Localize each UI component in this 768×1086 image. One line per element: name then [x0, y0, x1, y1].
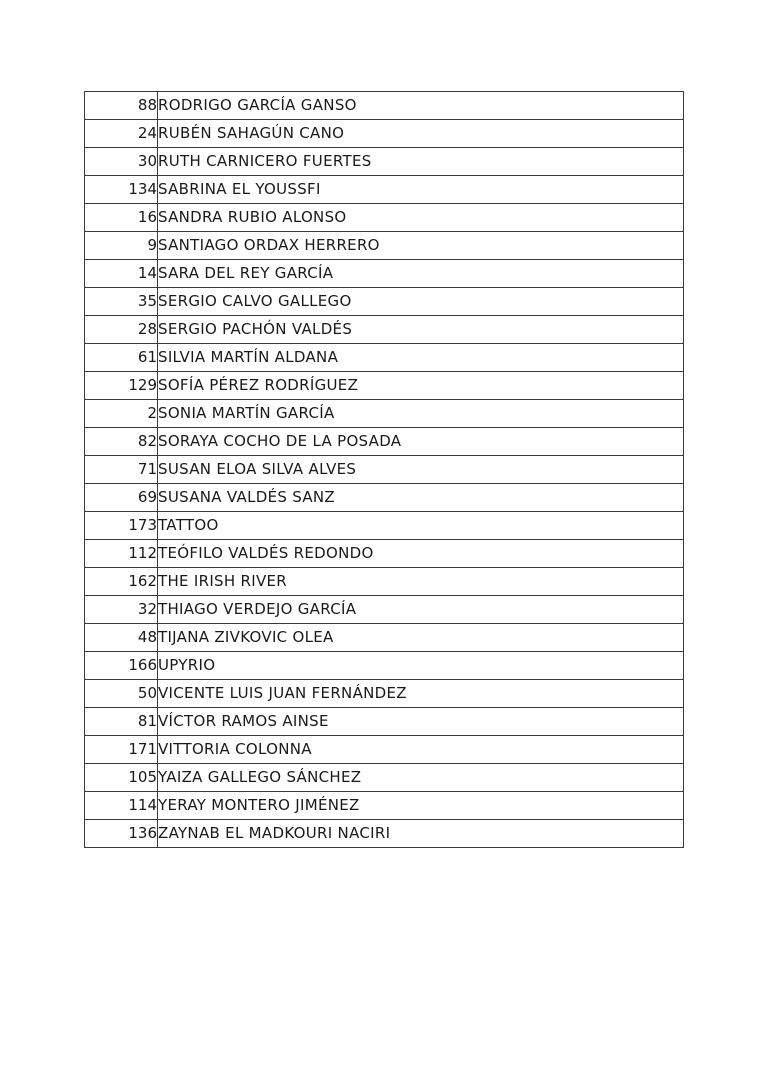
- row-name-cell: SARA DEL REY GARCÍA: [158, 260, 684, 288]
- table-row: [85, 680, 684, 708]
- row-name-cell: VITTORIA COLONNA: [158, 736, 684, 764]
- table-row: [85, 820, 684, 848]
- row-number-cell: 24: [85, 120, 158, 148]
- row-number-cell: 129: [85, 372, 158, 400]
- row-name-cell: SILVIA MARTÍN ALDANA: [158, 344, 684, 372]
- table-row: [85, 260, 684, 288]
- row-number-cell: 162: [85, 568, 158, 596]
- table-row: [85, 288, 684, 316]
- row-name-cell: SABRINA EL YOUSSFI: [158, 176, 684, 204]
- table-row: [85, 400, 684, 428]
- row-name-cell: VÍCTOR RAMOS AINSE: [158, 708, 684, 736]
- table-row: [85, 652, 684, 680]
- row-name-cell: THIAGO VERDEJO GARCÍA: [158, 596, 684, 624]
- table-row: [85, 120, 684, 148]
- row-number-cell: 61: [85, 344, 158, 372]
- row-name-cell: RUBÉN SAHAGÚN CANO: [158, 120, 684, 148]
- table-row: [85, 232, 684, 260]
- row-name-cell: SERGIO PACHÓN VALDÉS: [158, 316, 684, 344]
- row-name-cell: SUSANA VALDÉS SANZ: [158, 484, 684, 512]
- table-row: [85, 316, 684, 344]
- row-name-cell: TEÓFILO VALDÉS REDONDO: [158, 540, 684, 568]
- row-number-cell: 9: [85, 232, 158, 260]
- row-name-cell: SOFÍA PÉREZ RODRÍGUEZ: [158, 372, 684, 400]
- row-number-cell: 81: [85, 708, 158, 736]
- row-name-cell: TATTOO: [158, 512, 684, 540]
- table-row: [85, 456, 684, 484]
- table-row: [85, 92, 684, 120]
- row-number-cell: 32: [85, 596, 158, 624]
- row-name-cell: SERGIO CALVO GALLEGO: [158, 288, 684, 316]
- row-number-cell: 35: [85, 288, 158, 316]
- table-row: [85, 176, 684, 204]
- row-number-cell: 71: [85, 456, 158, 484]
- row-number-cell: 166: [85, 652, 158, 680]
- roster-table: [84, 91, 684, 848]
- table-row: [85, 512, 684, 540]
- row-number-cell: 30: [85, 148, 158, 176]
- row-name-cell: SUSAN ELOA SILVA ALVES: [158, 456, 684, 484]
- row-name-cell: SANDRA RUBIO ALONSO: [158, 204, 684, 232]
- row-number-cell: 136: [85, 820, 158, 848]
- row-name-cell: SONIA MARTÍN GARCÍA: [158, 400, 684, 428]
- table-row: [85, 372, 684, 400]
- row-number-cell: 171: [85, 736, 158, 764]
- row-name-cell: TIJANA ZIVKOVIC OLEA: [158, 624, 684, 652]
- row-number-cell: 173: [85, 512, 158, 540]
- table-row: [85, 344, 684, 372]
- row-number-cell: 88: [85, 92, 158, 120]
- row-number-cell: 50: [85, 680, 158, 708]
- row-name-cell: THE IRISH RIVER: [158, 568, 684, 596]
- row-number-cell: 82: [85, 428, 158, 456]
- table-row: [85, 484, 684, 512]
- row-name-cell: SANTIAGO ORDAX HERRERO: [158, 232, 684, 260]
- table-row: [85, 204, 684, 232]
- row-number-cell: 2: [85, 400, 158, 428]
- row-name-cell: YAIZA GALLEGO SÁNCHEZ: [158, 764, 684, 792]
- table-row: [85, 428, 684, 456]
- row-number-cell: 114: [85, 792, 158, 820]
- row-number-cell: 69: [85, 484, 158, 512]
- table-row: [85, 148, 684, 176]
- table-row: [85, 624, 684, 652]
- table-row: [85, 540, 684, 568]
- row-number-cell: 112: [85, 540, 158, 568]
- row-number-cell: 14: [85, 260, 158, 288]
- table-row: [85, 736, 684, 764]
- table-row: [85, 568, 684, 596]
- table-row: [85, 708, 684, 736]
- row-name-cell: UPYRIO: [158, 652, 684, 680]
- row-number-cell: 28: [85, 316, 158, 344]
- roster-table-body: [85, 92, 684, 848]
- row-name-cell: RUTH CARNICERO FUERTES: [158, 148, 684, 176]
- row-name-cell: RODRIGO GARCÍA GANSO: [158, 92, 684, 120]
- row-number-cell: 16: [85, 204, 158, 232]
- row-name-cell: YERAY MONTERO JIMÉNEZ: [158, 792, 684, 820]
- row-name-cell: SORAYA COCHO DE LA POSADA: [158, 428, 684, 456]
- table-row: [85, 764, 684, 792]
- table-row: [85, 596, 684, 624]
- row-number-cell: 48: [85, 624, 158, 652]
- table-row: [85, 792, 684, 820]
- row-number-cell: 134: [85, 176, 158, 204]
- row-name-cell: ZAYNAB EL MADKOURI NACIRI: [158, 820, 684, 848]
- row-number-cell: 105: [85, 764, 158, 792]
- row-name-cell: VICENTE LUIS JUAN FERNÁNDEZ: [158, 680, 684, 708]
